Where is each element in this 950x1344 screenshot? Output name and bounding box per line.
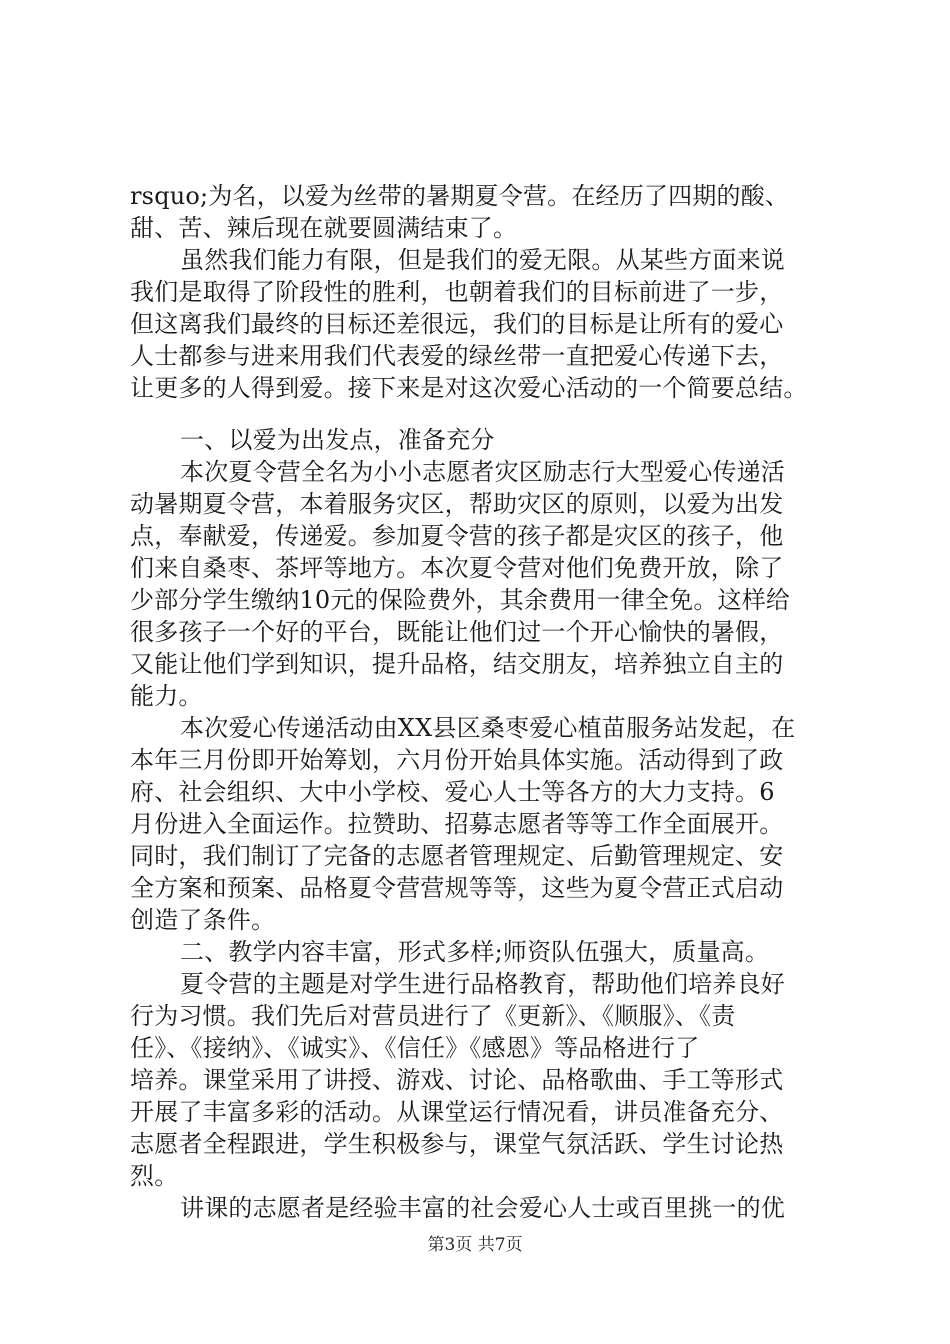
paragraph-line: 很多孩子一个好的平台，既能让他们过一个开心愉快的暑假， [130,618,784,646]
paragraph-line: 甜、苦、辣后现在就要圆满结束了。 [130,214,518,242]
page-number-footer: 第3页 共7页 [427,1235,523,1255]
paragraph-line: 虽然我们能力有限，但是我们的爱无限。从某些方面来说 [180,246,785,274]
paragraph-line: 全方案和预案、品格夏令营营规等等，这些为夏令营正式启动 [130,874,784,902]
paragraph-line: 同时，我们制订了完备的志愿者管理规定、后勤管理规定、安 [130,842,784,870]
paragraph-line: 少部分学生缴纳10元的保险费外，其余费用一律全免。这样给 [130,586,791,614]
paragraph-line: 本次爱心传递活动由XX县区桑枣爱心植苗服务站发起，在 [180,714,796,742]
section-heading: 二、教学内容丰富，形式多样;师资队伍强大，质量高。 [180,938,770,966]
section-heading: 一、以爱为出发点，准备充分 [180,426,495,454]
paragraph-line: 我们是取得了阶段性的胜利，也朝着我们的目标前进了一步， [130,278,784,306]
paragraph-line: 又能让他们学到知识，提升品格，结交朋友，培养独立自主的 [130,650,784,678]
paragraph-line: 任》、《接纳》、《诚实》、《信任》《感恩》等品格进行了 [130,1034,700,1062]
paragraph-line: 府、社会组织、大中小学校、爱心人士等各方的大力支持。6 [130,778,775,806]
paragraph-line: 讲课的志愿者是经验丰富的社会爱心人士或百里挑一的优 [180,1194,785,1222]
paragraph-line: 本年三月份即开始筹划，六月份开始具体实施。活动得到了政 [130,746,784,774]
paragraph-line: 夏令营的主题是对学生进行品格教育，帮助他们培养良好 [180,970,785,998]
paragraph-line: 月份进入全面运作。拉赞助、招募志愿者等等工作全面展开。 [130,810,784,838]
paragraph-line: 烈。 [130,1162,179,1190]
paragraph-line: 动暑期夏令营，本着服务灾区，帮助灾区的原则，以爱为出发 [130,490,784,518]
paragraph-line: 创造了条件。 [130,906,276,934]
paragraph-line: rsquo;为名，以爱为丝带的暑期夏令营。在经历了四期的酸、 [130,182,790,210]
paragraph-line: 开展了丰富多彩的活动。从课堂运行情况看，讲员准备充分、 [130,1098,784,1126]
paragraph-line: 让更多的人得到爱。接下来是对这次爱心活动的一个简要总结。 [130,374,808,402]
paragraph-line: 点，奉献爱，传递爱。参加夏令营的孩子都是灾区的孩子，他 [130,522,784,550]
paragraph-line: 们来自桑枣、茶坪等地方。本次夏令营对他们免费开放，除了 [130,554,784,582]
paragraph-line: 本次夏令营全名为小小志愿者灾区励志行大型爱心传递活 [180,458,785,486]
paragraph-line: 但这离我们最终的目标还差很远，我们的目标是让所有的爱心 [130,310,784,338]
paragraph-line: 人士都参与进来用我们代表爱的绿丝带一直把爱心传递下去， [130,342,784,370]
paragraph-line: 能力。 [130,682,203,710]
paragraph-line: 志愿者全程跟进，学生积极参与，课堂气氛活跃、学生讨论热 [130,1130,784,1158]
paragraph-line: 培养。课堂采用了讲授、游戏、讨论、品格歌曲、手工等形式 [130,1066,784,1094]
paragraph-line: 行为习惯。我们先后对营员进行了《更新》、《顺服》、《责 [130,1002,736,1030]
